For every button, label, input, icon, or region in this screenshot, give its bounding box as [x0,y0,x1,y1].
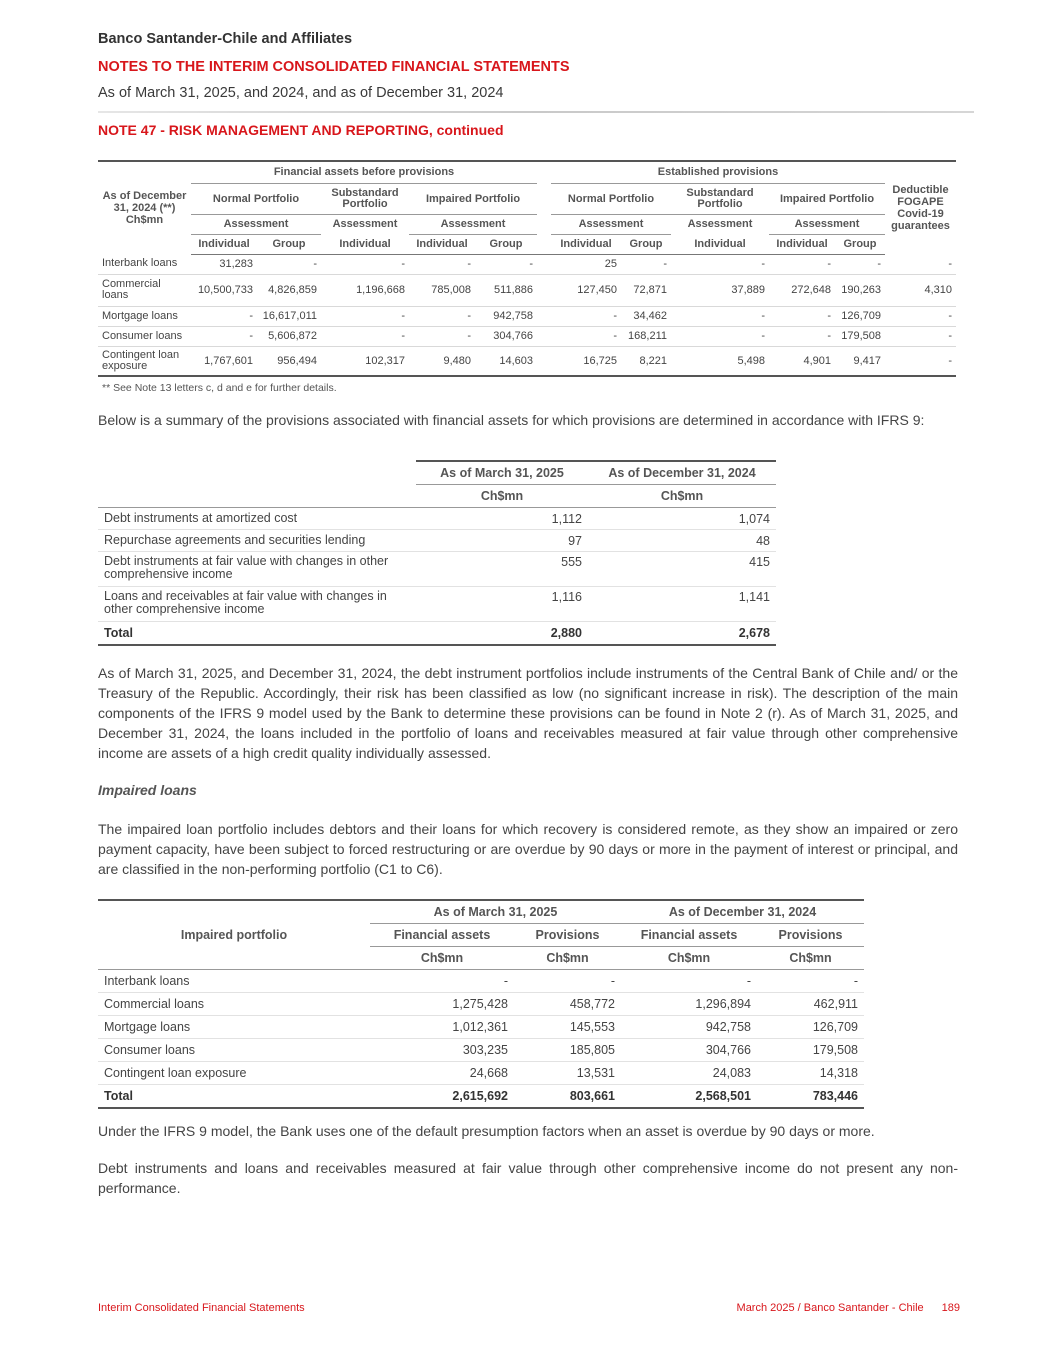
cell: 785,008 [409,274,475,306]
table1-individual: Individual [409,234,475,254]
cell: 555 [416,552,588,587]
cell: - [885,326,956,346]
table-row [98,530,776,552]
table3-financial-assets: Financial assets [621,924,757,947]
cell: 1,275,428 [370,993,514,1016]
cell: 48 [588,530,776,552]
cell: - [885,254,956,274]
cell: 10,500,733 [191,274,257,306]
row-label: Mortgage loans [98,1016,370,1039]
row-label: Contingent loan exposure [98,346,191,376]
company-name: Banco Santander-Chile and Affiliates [98,31,353,47]
table1-gap [537,214,551,234]
table1-impaired: Impaired Portfolio [409,183,537,214]
cell: 25 [551,254,621,274]
cell: 303,235 [370,1039,514,1062]
table1-assessment: Assessment [332,218,398,231]
cell: 783,446 [757,1085,864,1109]
cell: 1,296,894 [621,993,757,1016]
table1-group-before: Financial assets before provisions [191,161,537,183]
cell: 5,498 [671,346,769,376]
cell: 458,772 [514,993,621,1016]
table1-gap [537,326,551,346]
table1-gap [537,234,551,254]
cell: - [621,970,757,993]
cell: 31,283 [191,254,257,274]
cell: 145,553 [514,1016,621,1039]
table3-unit: Ch$mn [757,947,864,970]
row-label: Interbank loans [98,254,191,274]
table1-group: Group [835,234,885,254]
cell: 2,678 [588,622,776,646]
footer-right [737,1302,960,1314]
cell: 4,901 [769,346,835,376]
cell: 37,889 [671,274,769,306]
cell: - [409,306,475,326]
row-label: Mortgage loans [98,306,191,326]
cell: - [409,326,475,346]
cell: - [671,326,769,346]
table1-assessment: Assessment [409,214,537,234]
table3-unit: Ch$mn [370,947,514,970]
table1-corner: As of December 31, 2024 (**) Ch$mn [98,161,191,254]
cell: 5,606,872 [257,326,321,346]
cell: - [671,254,769,274]
cell: - [757,970,864,993]
row-label: Consumer loans [98,1039,370,1062]
table1-individual: Individual [671,234,769,254]
cell: - [551,326,621,346]
table-row [98,306,956,326]
table3-provisions: Provisions [757,924,864,947]
cell: 13,531 [514,1062,621,1085]
cell: 304,766 [475,326,537,346]
cell: - [409,254,475,274]
cell: - [370,970,514,993]
paragraph-debt-instruments: As of March 31, 2025, and December 31, 2024, the debt instrument portfolios include instruments of the Central Bank of Chile and/ or the Treasury of the Republic. Accordingly, their risk has been classified as low (no significant increase in risk). The description of the main components of the IFRS 9 model used by the Bank to determine these provisions can be found in Note 2 (r). As of March 31, 2025, and December 31, 2024, the loans included in the portfolio of loans and receivables measured at fair value through other comprehensive income are assets of a high credit quality individually assessed. [98,665,958,761]
cell: 942,758 [621,1016,757,1039]
cell: - [191,326,257,346]
table1-assessment: Assessment [769,214,885,234]
cell: 24,083 [621,1062,757,1085]
table1-group: Group [257,234,321,254]
footer-publication: March 2025 / Banco Santander - Chile [736,1302,924,1314]
cell: 1,012,361 [370,1016,514,1039]
cell: 2,568,501 [621,1085,757,1109]
cell: 4,310 [885,274,956,306]
cell: 126,709 [835,306,885,326]
impaired-loans-heading: Impaired loans [98,782,197,798]
cell: - [835,254,885,274]
impaired-portfolio-table [98,899,864,1109]
cell: 185,805 [514,1039,621,1062]
cell: 956,494 [257,346,321,376]
table1-individual: Individual [769,234,835,254]
cell: - [475,254,537,274]
table3-period-march: As of March 31, 2025 [370,900,621,924]
cell: 34,462 [621,306,671,326]
cell: 8,221 [621,346,671,376]
table-row [98,993,864,1016]
table-row [98,346,956,376]
cell: 126,709 [757,1016,864,1039]
table-row [98,1062,864,1085]
notes-title: NOTES TO THE INTERIM CONSOLIDATED FINANCIAL STATEMENTS [98,59,570,75]
cell: 168,211 [621,326,671,346]
cell: 24,668 [370,1062,514,1085]
cell: 1,767,601 [191,346,257,376]
cell: 511,886 [475,274,537,306]
row-label: Total [98,622,416,646]
paragraph-default-presumption: Under the IFRS 9 model, the Bank uses one of the default presumption factors when an asset is overdue by 90 days or more. [98,1123,875,1139]
table1-normal: Normal Portfolio [191,183,321,214]
cell: 1,196,668 [321,274,409,306]
table2-corner-2 [98,485,416,508]
table1-normal-prov: Normal Portfolio [551,183,671,214]
as-of-date: As of March 31, 2025, and 2024, and as of December 31, 2024 [98,85,504,101]
table1-group: Group [621,234,671,254]
cell: 1,116 [416,587,588,622]
table1-impaired-prov: Impaired Portfolio [769,183,885,214]
row-label: Loans and receivables at fair value with changes in other comprehensive income [98,587,416,622]
cell: 14,318 [757,1062,864,1085]
cell: 97 [416,530,588,552]
cell: 1,141 [588,587,776,622]
footer-title: Interim Consolidated Financial Statements [98,1302,305,1314]
table1-gap [537,254,551,274]
cell: 2,615,692 [370,1085,514,1109]
row-label: Debt instruments at fair value with changes in other comprehensive income [98,552,416,587]
cell: 179,508 [757,1039,864,1062]
table2-corner [98,461,416,485]
cell: 72,871 [621,274,671,306]
cell: - [769,254,835,274]
header-divider [98,111,974,113]
table1-group-established: Established provisions [551,161,885,183]
table1-gap [537,306,551,326]
cell: - [257,254,321,274]
paragraph-impaired-definition: The impaired loan portfolio includes debtors and their loans for which recovery is considered remote, as they show an impaired or zero payment capacity, have been subject to forced restructuring or are overdue by 90 days or more in the payment of interest or principal, and are classified in the non-performing portfolio (C1 to C6). [98,821,958,877]
table1-substandard: Substandard Portfolio [321,183,409,214]
ifrs9-provisions-table [98,460,776,646]
table1-individual: Individual [321,234,409,254]
table-row-total [98,1085,864,1109]
table1-footnote: ** See Note 13 letters c, d and e for further details. [102,382,337,394]
table-row-total [98,622,776,646]
cell: 190,263 [835,274,885,306]
row-label: Contingent loan exposure [98,1062,370,1085]
table-row [98,1016,864,1039]
cell: 127,450 [551,274,621,306]
cell: - [321,254,409,274]
cell: 102,317 [321,346,409,376]
table-row [98,274,956,306]
row-label: Commercial loans [98,993,370,1016]
table1-gap [537,274,551,306]
table1-gap [537,346,551,376]
table2-col-december: As of December 31, 2024 [588,461,776,485]
cell: 415 [588,552,776,587]
table1-deductible: Deductible FOGAPE Covid-19 guarantees [885,161,956,254]
provisions-by-portfolio-table [98,160,956,377]
cell: - [551,306,621,326]
cell: 1,112 [416,508,588,530]
cell: 9,480 [409,346,475,376]
cell: - [671,306,769,326]
table-row [98,1039,864,1062]
table1-substandard-prov: Substandard Portfolio [671,183,769,214]
table3-period-december: As of December 31, 2024 [621,900,864,924]
cell: 272,648 [769,274,835,306]
cell: 2,880 [416,622,588,646]
cell: - [769,326,835,346]
table1-group: Group [475,234,537,254]
cell: 1,074 [588,508,776,530]
cell: - [885,306,956,326]
row-label: Interbank loans [98,970,370,993]
table1-assessment: Assessment [551,214,671,234]
row-label: Debt instruments at amortized cost [98,508,416,530]
cell: 304,766 [621,1039,757,1062]
table3-unit: Ch$mn [621,947,757,970]
cell: - [321,306,409,326]
cell: - [769,306,835,326]
cell: 462,911 [757,993,864,1016]
table-row [98,587,776,622]
table2-col-march: As of March 31, 2025 [416,461,588,485]
table3-financial-assets: Financial assets [370,924,514,947]
table1-gap [537,183,551,214]
cell: 9,417 [835,346,885,376]
table1-individual: Individual [191,234,257,254]
cell: - [321,326,409,346]
cell: 16,617,011 [257,306,321,326]
cell: - [191,306,257,326]
row-label: Commercial loans [98,274,191,306]
cell: - [621,254,671,274]
table3-provisions: Provisions [514,924,621,947]
table1-gap [537,161,551,183]
table1-individual: Individual [551,234,621,254]
table2-unit: Ch$mn [416,485,588,508]
cell: 803,661 [514,1085,621,1109]
cell: 4,826,859 [257,274,321,306]
cell: 942,758 [475,306,537,326]
table1-assessment: Assessment [191,214,321,234]
cell: 14,603 [475,346,537,376]
table-row [98,326,956,346]
note-title: NOTE 47 - RISK MANAGEMENT AND REPORTING, continued [98,122,504,138]
cell: - [514,970,621,993]
page-number: 189 [941,1302,960,1314]
row-label: Consumer loans [98,326,191,346]
table3-corner: Impaired portfolio [98,900,370,970]
table-row [98,254,956,274]
table-row [98,552,776,587]
row-label: Repurchase agreements and securities lending [98,530,416,552]
paragraph-summary-intro: Below is a summary of the provisions associated with financial assets for which provisions are determined in accordance with IFRS 9: [98,412,925,428]
table2-unit: Ch$mn [588,485,776,508]
cell: - [885,346,956,376]
paragraph-non-performance: Debt instruments and loans and receivables measured at fair value through other comprehensive income do not present any non-performance. [98,1160,958,1196]
table-row [98,970,864,993]
table1-assessment: Assessment [687,218,753,231]
table-row [98,508,776,530]
row-label: Total [98,1085,370,1109]
cell: 16,725 [551,346,621,376]
table3-unit: Ch$mn [514,947,621,970]
cell: 179,508 [835,326,885,346]
